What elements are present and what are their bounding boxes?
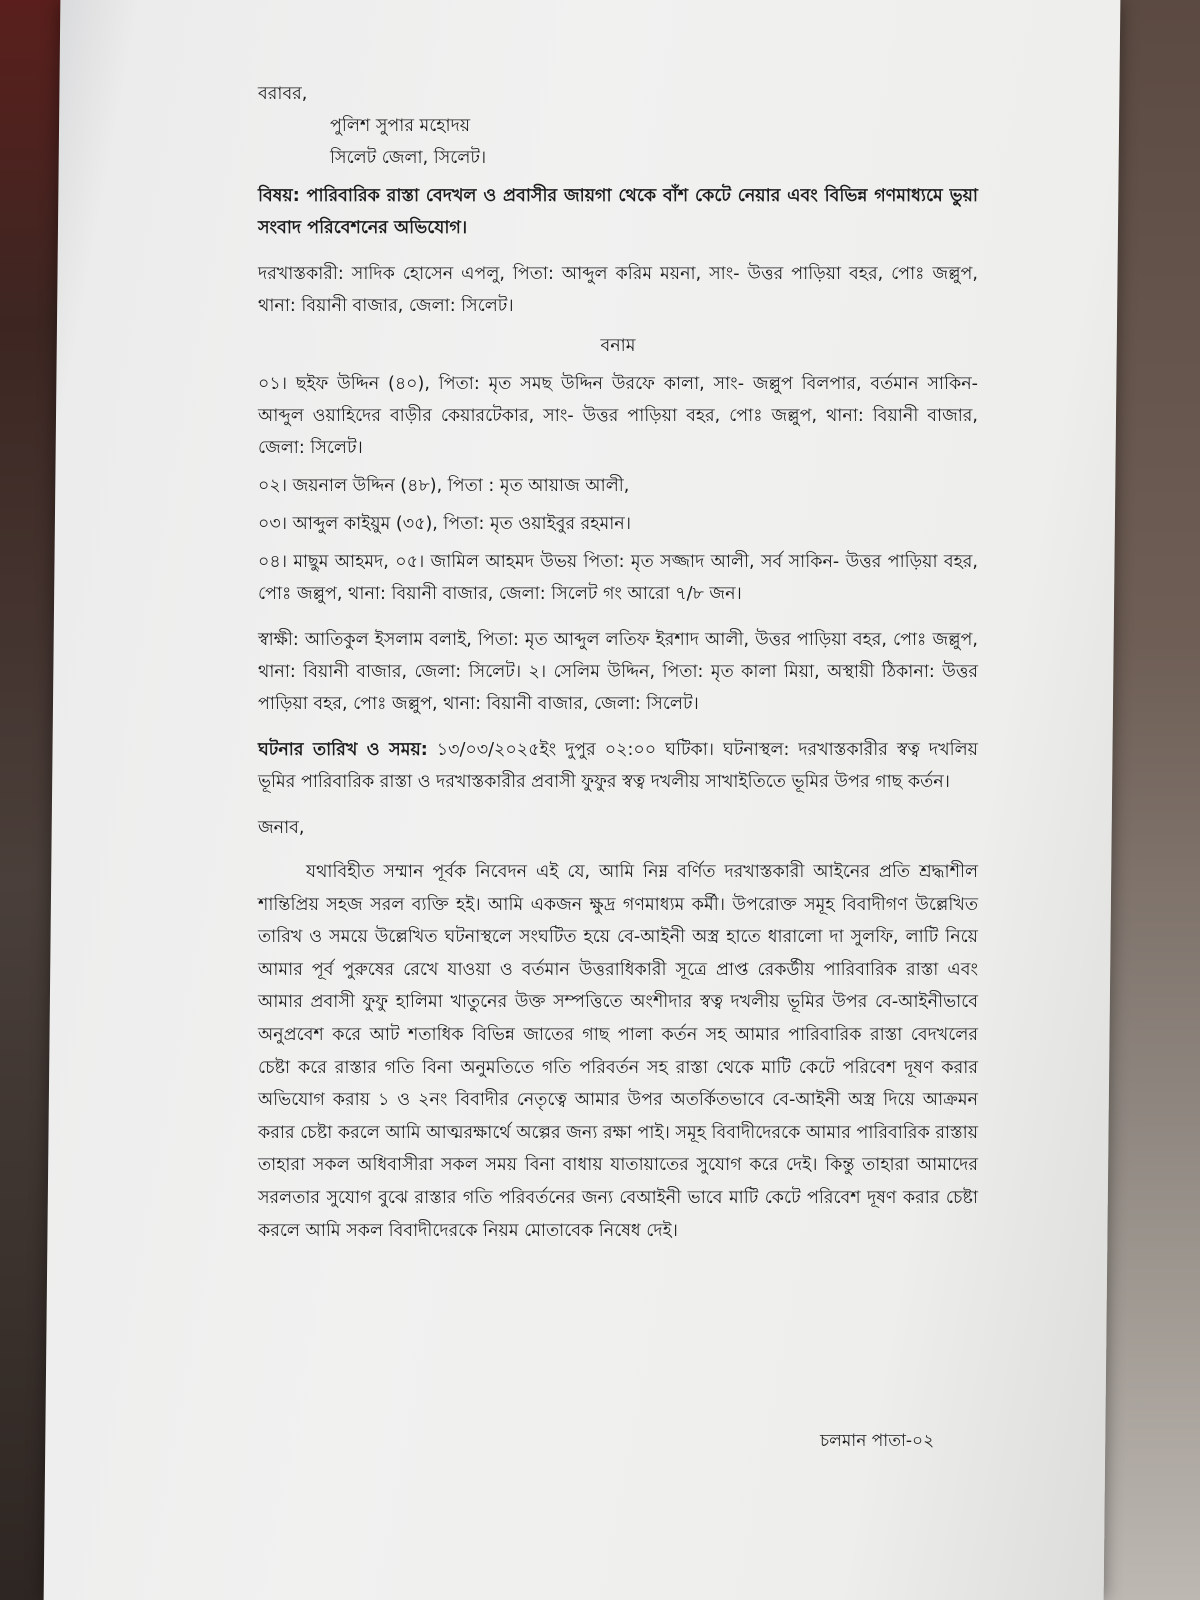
applicant: দরখাস্তকারী: সাদিক হোসেন এপলু, পিতা: আব্দুল করিম ময়না, সাং- উত্তর পাড়িয়া বহর, পোঃ জল্লুপ, থানা: বিয়ানী বাজার, জেলা: সিলেট। [258, 264, 978, 316]
subject-label: বিষয়: [258, 186, 300, 206]
defendant-3: ০৩। আব্দুল কাইয়ুম (৩৫), পিতা: মৃত ওয়াইবুর রহমান। [258, 514, 631, 534]
incident [258, 734, 978, 798]
witness: স্বাক্ষী: আতিকুল ইসলাম বলাই, পিতা: মৃত আব্দুল লতিফ ইরশাদ আলী, উত্তর পাড়িয়া বহর, পোঃ জল্লুপ, থানা: বিয়ানী বাজার, জেলা: সিলেট। ২। সেলিম উদ্দিন, পিতা: মৃত কালা মিয়া, অস্থায়ী ঠিকানা: উত্তর পাড়িয়া বহর, পোঃ জল্লুপ, থানা: বিয়ানী বাজার, জেলা: সিলেট। [258, 630, 978, 714]
recipient-line-2: সিলেট জেলা, সিলেট। [330, 148, 487, 168]
subject-text: পারিবারিক রাস্তা বেদখল ও প্রবাসীর জায়গা থেকে বাঁশ কেটে নেয়ার এবং বিভিন্ন গণমাধ্যমে ভুয়া সংবাদ পরিবেশনের অভিযোগ। [258, 186, 978, 238]
salutation: বরাবর, [258, 84, 308, 104]
defendant-4-5: ০৪। মাছুম আহমদ, ০৫। জামিল আহমদ উভয় পিতা: মৃত সজ্জাদ আলী, সর্ব সাকিন- উত্তর পাড়িয়া বহর, পোঃ জল্লুপ, থানা: বিয়ানী বাজার, জেলা: সিলেট গং আরো ৭/৮ জন। [258, 552, 978, 604]
incident-label: ঘটনার তারিখ ও সময়: [258, 740, 428, 760]
letter-body [258, 78, 978, 1247]
defendant-2: ০২। জয়নাল উদ্দিন (৪৮), পিতা : মৃত আয়াজ আলী, [258, 476, 630, 496]
defendant-1: ০১। ছইফ উদ্দিন (৪০), পিতা: মৃত সমছ উদ্দিন উরফে কালা, সাং- জল্লুপ বিলপার, বর্তমান সাকিন- আব্দুল ওয়াহিদের বাড়ীর কেয়ারটেকার, সাং- উত্তর পাড়িয়া বহর, পোঃ জল্লুপ, থানা: বিয়ানী বাজার, জেলা: সিলেট। [258, 374, 978, 458]
recipient-line-1: পুলিশ সুপার মহোদয় [330, 116, 471, 136]
incident-text: ১৩/০৩/২০২৫ইং দুপুর ০২:০০ ঘটিকা। ঘটনাস্থল: দরখাস্তকারীর স্বত্ব দখলিয় ভূমির পারিবারিক রাস্তা ও দরখাস্তকারীর প্রবাসী ফুফুর স্বত্ব দখলীয় সাখাইতিতে ভূমির উপর গাছ কর্তন। [258, 740, 978, 792]
subject [258, 180, 978, 244]
continued-page-note: চলমান পাতা-০২ [820, 1431, 935, 1451]
greeting: জনাব, [258, 818, 305, 838]
body-paragraph: যথাবিহীত সম্মান পূর্বক নিবেদন এই যে, আমি নিম্ন বর্ণিত দরখাস্তকারী আইনের প্রতি শ্রদ্ধাশীল শান্তিপ্রিয় সহজ সরল ব্যক্তি হই। আমি একজন ক্ষুদ্র গণমাধ্যম কর্মী। উপরোক্ত সমূহ বিবাদীগণ উল্লেখিত তারিখ ও সময়ে উল্লেখিত ঘটনাস্থলে সংঘটিত হয়ে বে-আইনী অস্ত্র হাতে ধারালো দা সুলফি, লাটি নিয়ে আমার পূর্ব পুরুষের রেখে যাওয়া ও বর্তমান উত্তরাধিকারী সূত্রে প্রাপ্ত রেকর্ডীয় পারিবারিক রাস্তা এবং আমার প্রবাসী ফুফু হালিমা খাতুনের উক্ত সম্পত্তিতে অংশীদার স্বত্ব দখলীয় ভূমির উপর বে-আইনীভাবে অনুপ্রবেশ করে আট শতাধিক বিভিন্ন জাতের গাছ পালা কর্তন সহ আমার পারিবারিক রাস্তা বেদখলের চেষ্টা করে রাস্তার গতি বিনা অনুমতিতে গতি পরিবর্তন সহ রাস্তা থেকে মাটি কেটে পরিবেশ দূষণ করার অভিযোগ করায় ১ ও ২নং বিবাদীর নেতৃত্বে আমার উপর অতর্কিতভাবে বে-আইনী অস্ত্র দিয়ে আক্রমন করার চেষ্টা করলে আমি আত্মরক্ষার্থে অল্পের জন্য রক্ষা পাই। সমূহ বিবাদীদেরকে আমার পারিবারিক রাস্তায় তাহারা সকল অধিবাসীরা সকল সময় বিনা বাধায় যাতায়াতের সুযোগ করে দেই। কিন্তু তাহারা আমাদের সরলতার সুযোগ বুঝে রাস্তার গতি পরিবর্তনের জন্য বেআইনী ভাবে মাটি কেটে পরিবেশ দূষণ করার চেষ্টা করলে আমি সকল বিবাদীদেরকে নিয়ম মোতাবেক নিষেধ দেই। [258, 862, 978, 1241]
versus: বনাম [600, 336, 636, 356]
